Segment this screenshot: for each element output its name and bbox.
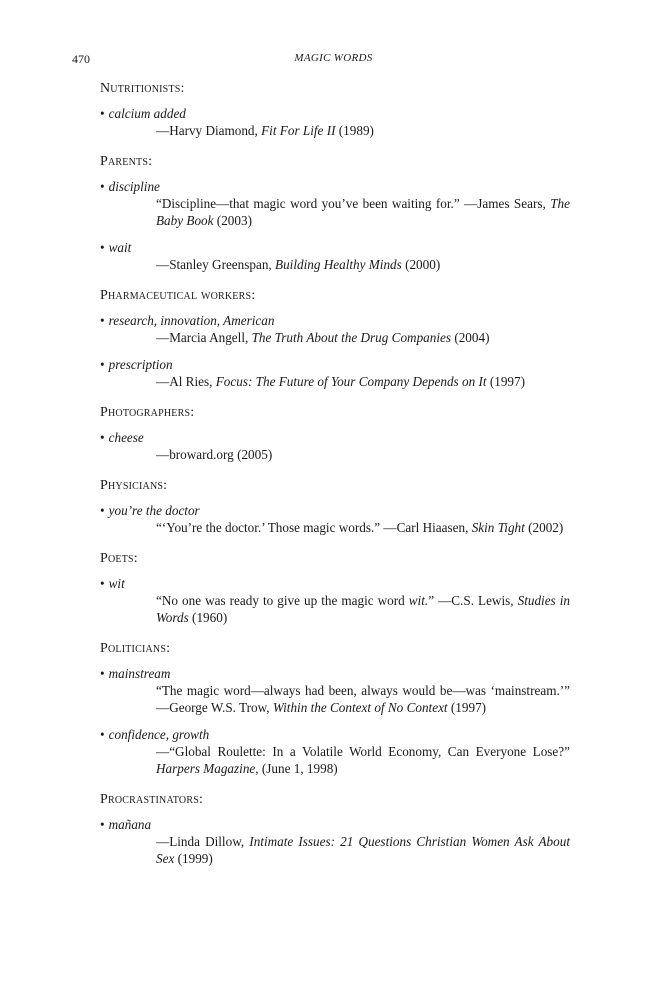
entry-citation	[156, 682, 570, 716]
citation-title: Skin Tight	[471, 520, 525, 535]
section-title: Procrastinators:	[100, 792, 204, 807]
entry-citation	[156, 446, 570, 463]
citation-text: “‘You’re the doctor.’ Those magic words.” —Carl Hiaasen,	[156, 520, 472, 535]
citation-text: (1999)	[174, 851, 213, 866]
running-head: MAGIC WORDS	[294, 52, 373, 64]
entry-citation	[156, 329, 570, 346]
bullet-icon: •	[100, 179, 105, 194]
citation-title: Focus: The Future of Your Company Depends on It	[215, 374, 487, 389]
citation-text: (2003)	[213, 213, 252, 228]
citation-title: wit.	[408, 593, 429, 608]
page-number: 470	[72, 52, 90, 66]
section	[100, 477, 570, 536]
entry	[100, 429, 570, 463]
section	[100, 287, 570, 390]
citation-text: —Marcia Angell,	[156, 330, 252, 345]
citation-text: —Linda Dillow,	[156, 834, 250, 849]
entry	[100, 105, 570, 139]
citation-text: (1997)	[447, 700, 487, 715]
citation-text: “Discipline—that magic word you’ve been waiting for.” —James Sears,	[156, 196, 551, 211]
citation-text: —Harvy Diamond,	[156, 123, 262, 138]
section	[100, 791, 570, 867]
bullet-icon: •	[100, 503, 105, 518]
entry	[100, 178, 570, 229]
citation-title: Building Healthy Minds	[275, 257, 402, 272]
entry-citation	[156, 195, 570, 229]
bullet-icon: •	[100, 727, 105, 742]
entry-term: cheese	[108, 430, 144, 445]
entry-term: you’re the doctor	[108, 503, 200, 518]
section	[100, 153, 570, 273]
entry	[100, 239, 570, 273]
entry-citation	[156, 519, 570, 536]
entry	[100, 816, 570, 867]
entry-term: prescription	[108, 357, 173, 372]
entry-citation	[156, 592, 570, 626]
citation-text: (1960)	[188, 610, 228, 625]
citation-text: (2000)	[401, 257, 441, 272]
entry	[100, 575, 570, 626]
section-title: Pharmaceutical workers:	[100, 288, 256, 303]
entry-term-line	[100, 312, 570, 329]
entry-citation	[156, 256, 570, 273]
page-header	[0, 52, 667, 72]
entry-citation	[156, 122, 570, 139]
bullet-icon: •	[100, 106, 105, 121]
citation-title: The Truth About the Drug Companies	[251, 330, 452, 345]
citation-text: ” —C.S. Lewis,	[428, 593, 518, 608]
entry-term-line	[100, 429, 570, 446]
entry-term-line	[100, 816, 570, 833]
section-title: Parents:	[100, 154, 153, 169]
bullet-icon: •	[100, 240, 105, 255]
citation-title: Fit For Life II	[261, 123, 336, 138]
entry-citation	[156, 743, 570, 777]
section-title: Photographers:	[100, 405, 195, 420]
bullet-icon: •	[100, 817, 105, 832]
bullet-icon: •	[100, 313, 105, 328]
entry-term-line	[100, 356, 570, 373]
citation-title: The Baby Book	[156, 196, 570, 228]
main-content	[100, 80, 570, 881]
citation-text: —Stanley Greenspan,	[156, 257, 276, 272]
citation-text: (2004)	[451, 330, 490, 345]
entry-term-line	[100, 665, 570, 682]
entry-term-line	[100, 726, 570, 743]
section-title: Poets:	[100, 551, 138, 566]
entry	[100, 312, 570, 346]
citation-title: Within the Context of No Context	[272, 700, 448, 715]
citation-text: (June 1, 1998)	[258, 761, 338, 776]
citation-text: “The magic word—always had been, always would be—was ‘mainstream.’” —George W.S. Trow,	[156, 683, 570, 715]
section-title: Nutritionists:	[100, 81, 185, 96]
bullet-icon: •	[100, 576, 105, 591]
entry	[100, 665, 570, 716]
citation-text: —“Global Roulette: In a Volatile World Economy, Can Everyone Lose?”	[156, 744, 570, 759]
entry	[100, 356, 570, 390]
entry-term-line	[100, 178, 570, 195]
entry-term-line	[100, 239, 570, 256]
entry	[100, 502, 570, 536]
bullet-icon: •	[100, 430, 105, 445]
section-title: Physicians:	[100, 478, 168, 493]
citation-text: (2002)	[524, 520, 564, 535]
citation-text: —Al Ries,	[156, 374, 216, 389]
entry-term: research, innovation, American	[108, 313, 275, 328]
entry-term: calcium added	[108, 106, 186, 121]
bullet-icon: •	[100, 357, 105, 372]
citation-title: Studies in Words	[156, 593, 570, 625]
citation-text: (1989)	[335, 123, 374, 138]
entry-term: mañana	[108, 817, 152, 832]
entry-term-line	[100, 575, 570, 592]
entry-citation	[156, 833, 570, 867]
entry-citation	[156, 373, 570, 390]
entry-term-line	[100, 502, 570, 519]
entry	[100, 726, 570, 777]
entry-term: mainstream	[108, 666, 171, 681]
citation-text: (1997)	[486, 374, 525, 389]
citation-title: Harpers Magazine,	[156, 761, 259, 776]
citation-text: —broward.org (2005)	[156, 447, 273, 462]
citation-text: “No one was ready to give up the magic word	[156, 593, 409, 608]
section	[100, 640, 570, 777]
entry-term: discipline	[108, 179, 160, 194]
entry-term: wait	[108, 240, 132, 255]
section-title: Politicians:	[100, 641, 171, 656]
citation-title: Intimate Issues: 21 Questions Christian Women Ask About Sex	[156, 834, 570, 866]
entry-term-line	[100, 105, 570, 122]
bullet-icon: •	[100, 666, 105, 681]
entry-term: confidence, growth	[108, 727, 210, 742]
section	[100, 80, 570, 139]
entry-term: wit	[108, 576, 125, 591]
section	[100, 404, 570, 463]
section	[100, 550, 570, 626]
